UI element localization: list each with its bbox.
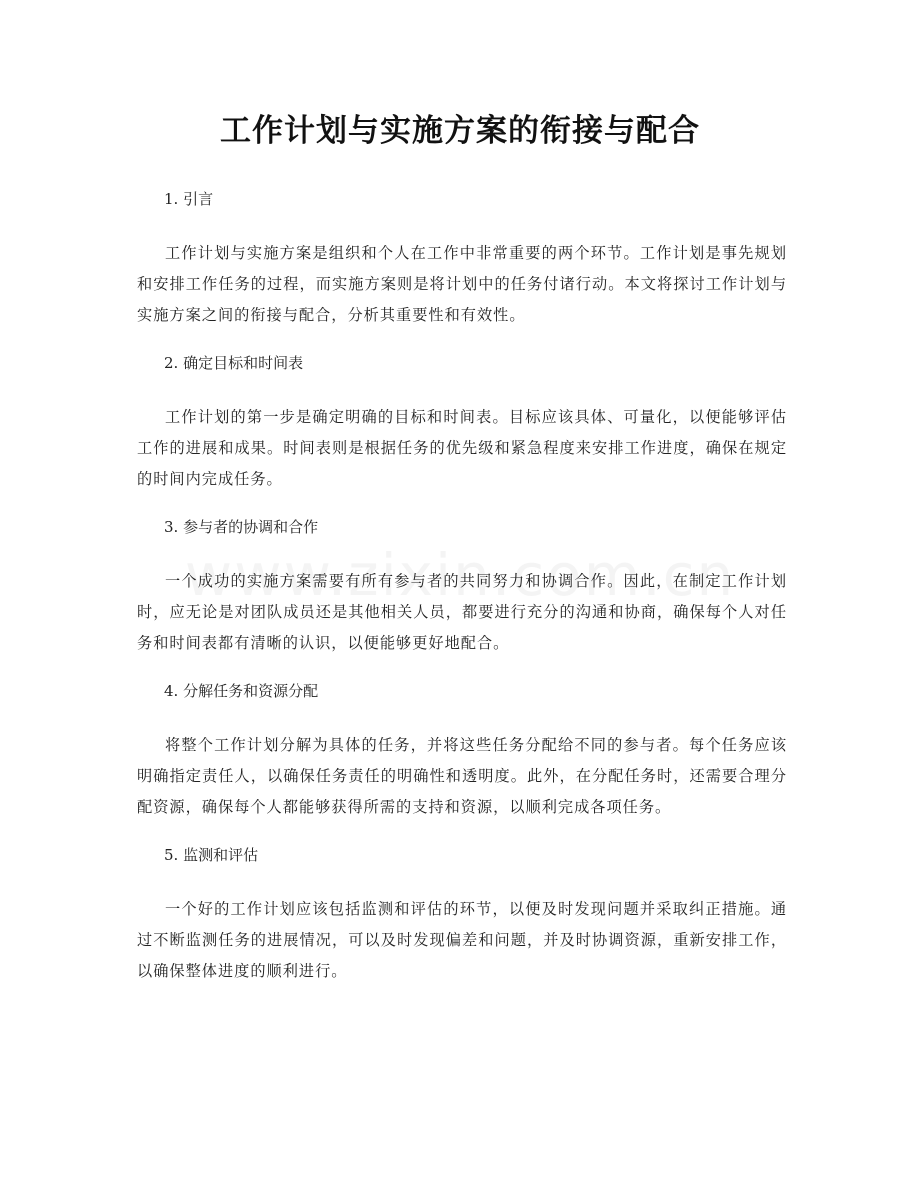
- section-3: [137, 510, 787, 674]
- section-heading: 2. 确定目标和时间表: [164, 354, 304, 372]
- section-4: [137, 674, 787, 838]
- section-5: [137, 838, 787, 987]
- section-heading: 3. 参与者的协调和合作: [164, 518, 319, 536]
- section-heading: 4. 分解任务和资源分配: [164, 682, 319, 700]
- section-heading: 1. 引言: [164, 190, 214, 208]
- section-paragraph: 一个好的工作计划应该包括监测和评估的环节，以便及时发现问题并采取纠正措施。通过不断监测任务的进展情况，可以及时发现偏差和问题，并及时协调资源，重新安排工作，以确保整体进度的顺利进行。: [137, 900, 787, 980]
- section-heading: 5. 监测和评估: [164, 846, 259, 864]
- section-1: [137, 182, 787, 346]
- section-paragraph: 工作计划与实施方案是组织和个人在工作中非常重要的两个环节。工作计划是事先规划和安排工作任务的过程，而实施方案则是将计划中的任务付诸行动。本文将探讨工作计划与实施方案之间的衔接与配合，分析其重要性和有效性。: [137, 244, 787, 324]
- section-paragraph: 将整个工作计划分解为具体的任务，并将这些任务分配给不同的参与者。每个任务应该明确指定责任人，以确保任务责任的明确性和透明度。此外，在分配任务时，还需要合理分配资源，确保每个人都能够获得所需的支持和资源，以顺利完成各项任务。: [137, 736, 787, 816]
- document-title: 工作计划与实施方案的衔接与配合: [220, 113, 700, 149]
- section-2: [137, 346, 787, 510]
- document-body: [137, 182, 787, 987]
- section-paragraph: 一个成功的实施方案需要有所有参与者的共同努力和协调合作。因此，在制定工作计划时，应无论是对团队成员还是其他相关人员，都要进行充分的沟通和协商，确保每个人对任务和时间表都有清晰的认识，以便能够更好地配合。: [137, 572, 787, 652]
- section-paragraph: 工作计划的第一步是确定明确的目标和时间表。目标应该具体、可量化，以便能够评估工作的进展和成果。时间表则是根据任务的优先级和紧急程度来安排工作进度，确保在规定的时间内完成任务。: [137, 408, 787, 488]
